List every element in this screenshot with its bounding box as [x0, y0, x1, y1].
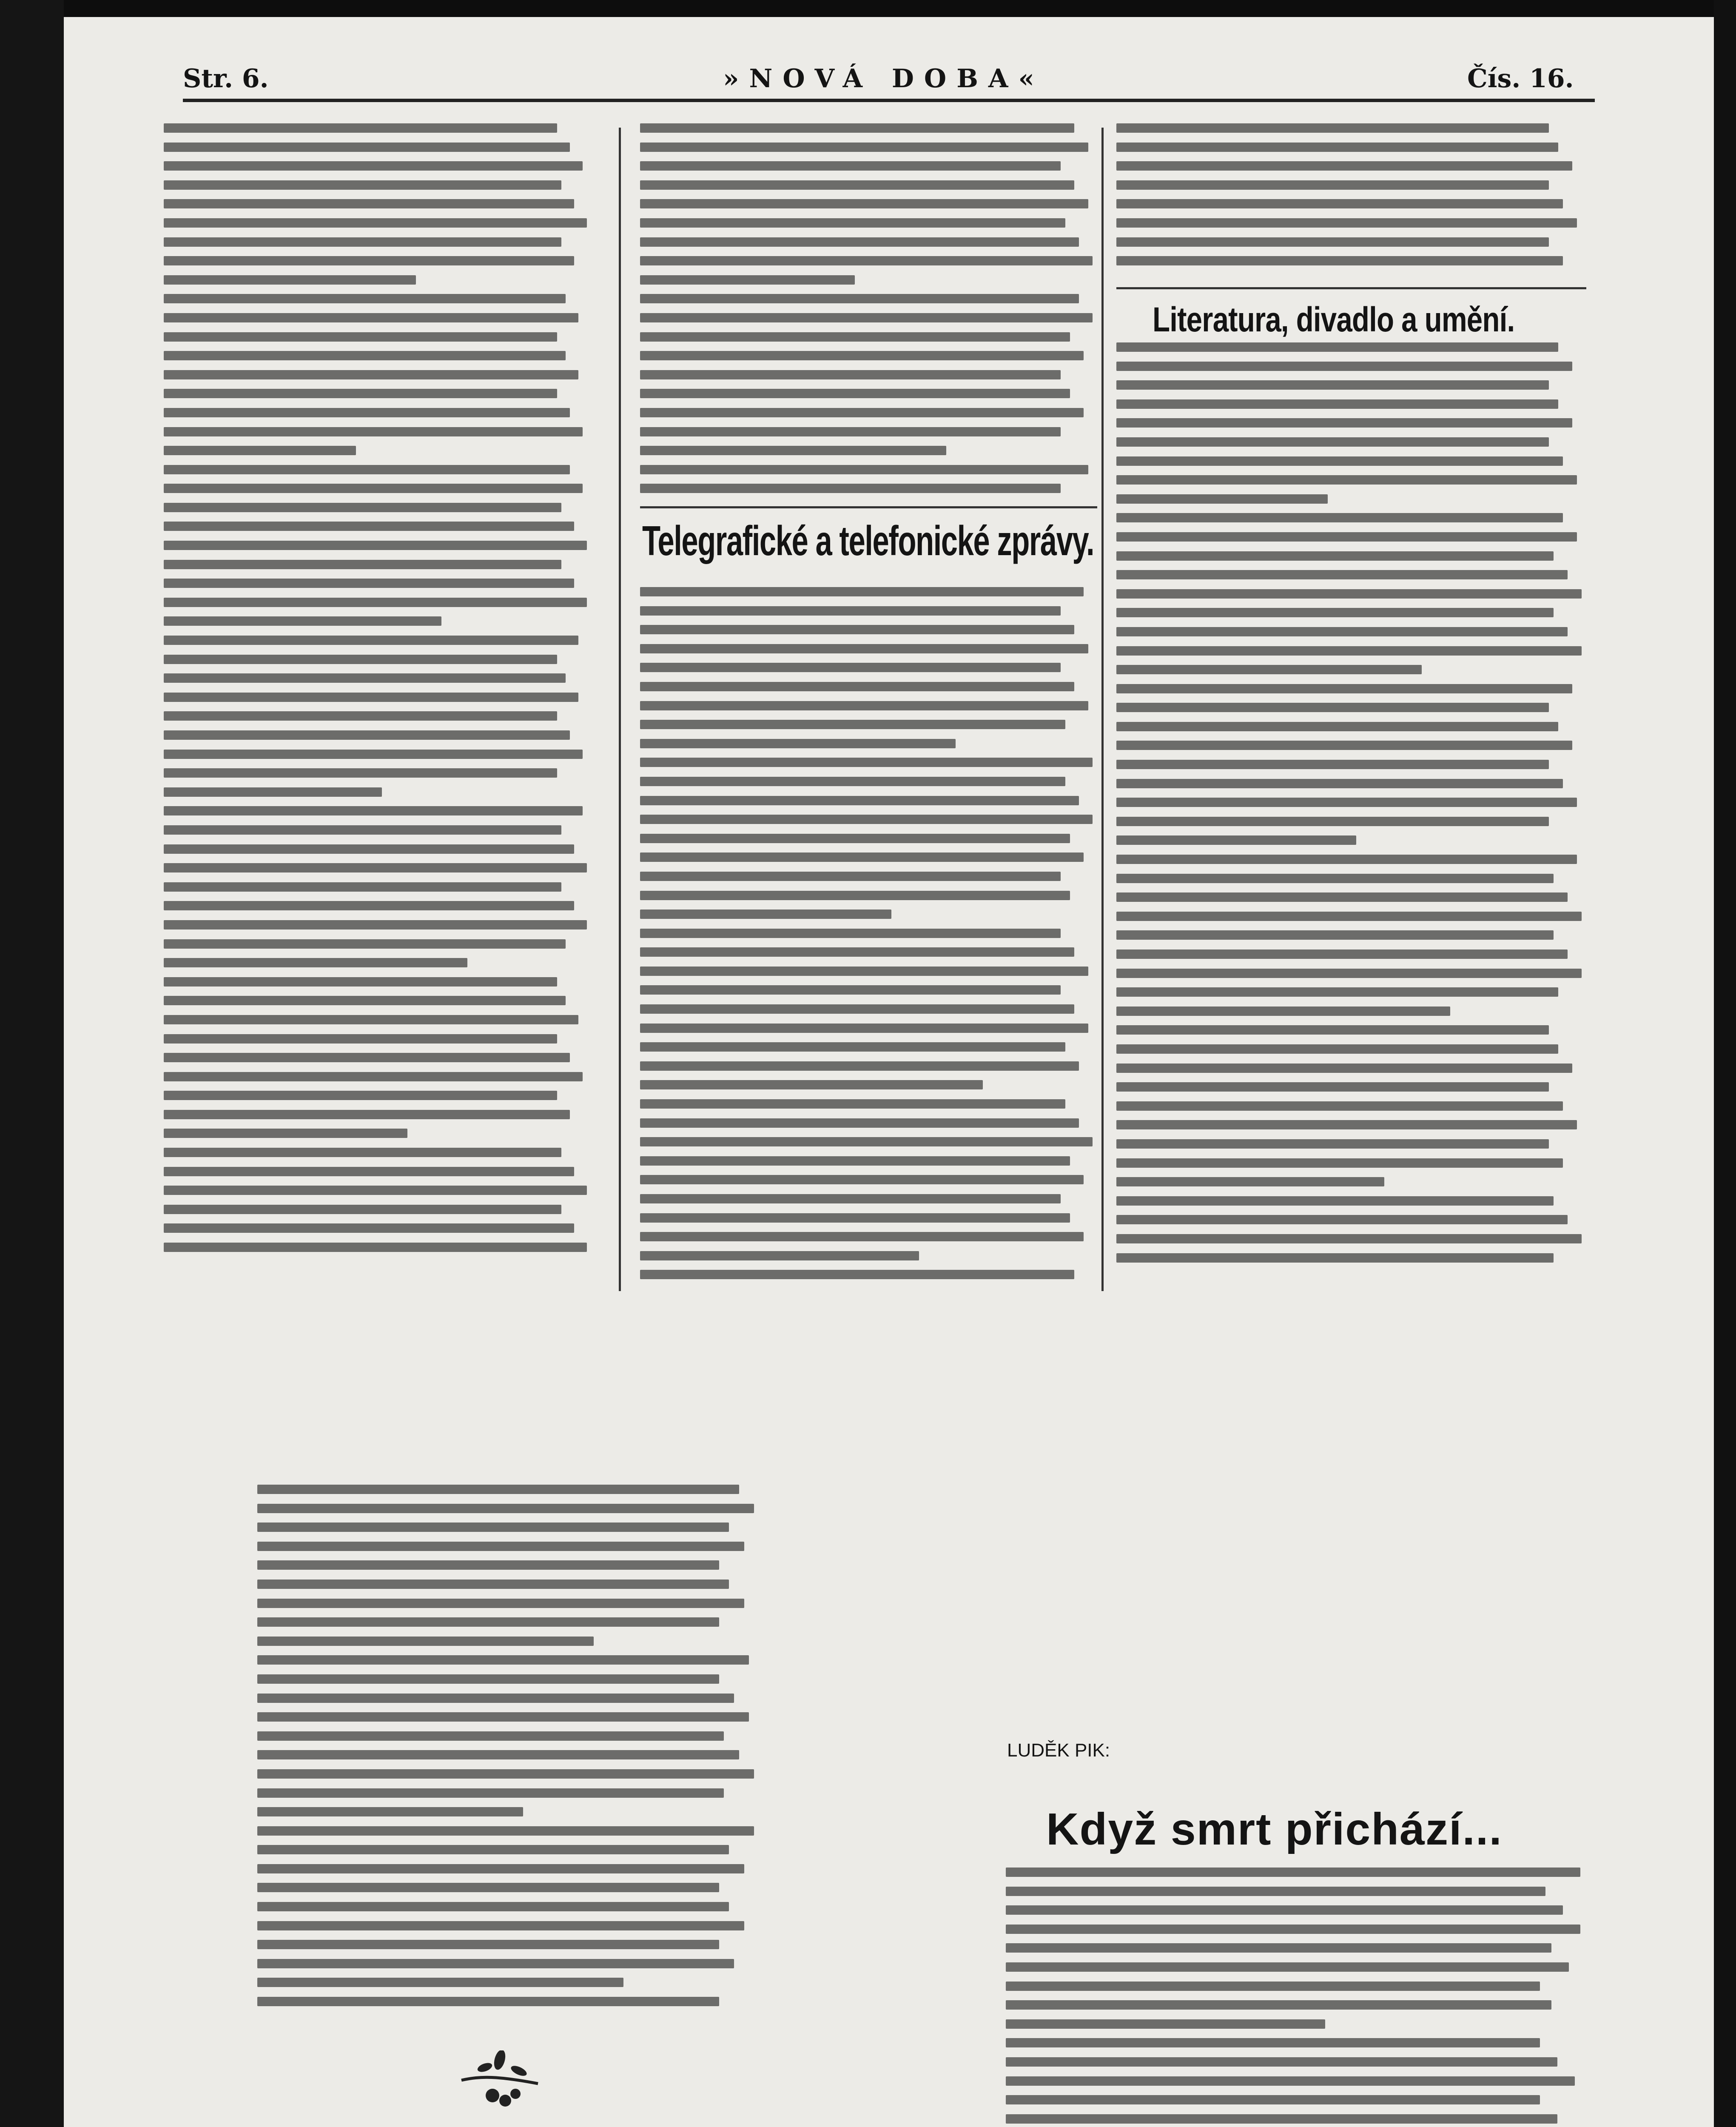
text-line [257, 1504, 754, 1513]
text-line [164, 598, 587, 607]
text-line [640, 701, 1088, 710]
text-line [640, 446, 946, 455]
text-line [164, 1186, 587, 1195]
text-line [1116, 987, 1558, 997]
text-line [1116, 779, 1563, 788]
text-line [1116, 551, 1554, 561]
text-line [1116, 1044, 1558, 1054]
text-line [1116, 399, 1558, 409]
text-line [1116, 1006, 1450, 1016]
text-line [640, 891, 1070, 900]
text-line [1006, 1905, 1563, 1915]
text-line [164, 218, 587, 228]
text-line [1116, 949, 1568, 959]
text-line [640, 1042, 1065, 1052]
page-number-label: Str. 6. [183, 64, 269, 94]
text-line [164, 825, 561, 835]
text-line [640, 1061, 1079, 1071]
text-line [164, 1129, 407, 1138]
text-line [164, 465, 570, 474]
scan-edge-left [0, 0, 64, 2127]
text-line [640, 1118, 1079, 1128]
text-line [164, 711, 557, 721]
text-line [640, 985, 1061, 995]
text-line [1116, 969, 1582, 978]
text-line [640, 1232, 1084, 1241]
text-line [1116, 722, 1558, 731]
text-line [1116, 665, 1422, 674]
text-line [164, 275, 416, 285]
text-line [257, 1580, 729, 1589]
column-1-text [164, 123, 591, 1272]
column-2-text-top [640, 123, 1097, 506]
text-line [640, 663, 1061, 672]
text-line [640, 587, 1084, 596]
text-line [1116, 855, 1577, 864]
text-line [257, 1485, 739, 1494]
text-line [640, 180, 1074, 190]
text-line [640, 256, 1093, 265]
text-line [164, 237, 561, 247]
text-line [640, 682, 1074, 691]
section-rule [1116, 287, 1586, 289]
text-line [164, 977, 557, 987]
text-line [1006, 1887, 1545, 1896]
text-line [164, 1110, 570, 1119]
text-line [164, 579, 574, 588]
text-line [257, 1921, 744, 1930]
text-line [1116, 760, 1549, 769]
header-rule [183, 99, 1595, 102]
literature-section-heading: Literatura, divadlo a umění. [1153, 300, 1515, 339]
text-line [164, 882, 561, 892]
text-line [640, 796, 1079, 805]
text-line [640, 123, 1074, 133]
branch-ornament-icon [459, 2050, 540, 2114]
text-line [164, 1205, 561, 1214]
text-line [1006, 2095, 1540, 2104]
text-line [1006, 1925, 1580, 1934]
text-line [257, 1845, 729, 1854]
text-line [640, 1024, 1088, 1033]
text-line [164, 180, 561, 190]
text-line [1116, 1196, 1554, 1206]
text-line [257, 1788, 724, 1798]
text-line [164, 1072, 583, 1081]
text-line [640, 1251, 919, 1260]
text-line [1006, 1982, 1540, 1991]
text-line [164, 693, 578, 702]
text-line [1116, 1253, 1554, 1263]
text-line [164, 503, 561, 512]
text-line [1116, 1101, 1563, 1111]
text-line [1116, 532, 1577, 542]
text-line [164, 1034, 557, 1044]
text-line [640, 408, 1084, 417]
text-line [164, 730, 570, 740]
text-line [1116, 123, 1549, 133]
text-line [1006, 1943, 1551, 1953]
text-line [164, 958, 467, 967]
text-line [1116, 494, 1328, 504]
text-line [640, 1175, 1084, 1184]
text-line [257, 1655, 749, 1665]
text-line [164, 1053, 570, 1062]
text-line [640, 1080, 983, 1089]
text-line [164, 996, 566, 1005]
text-line [1006, 2000, 1551, 2010]
text-line [1116, 437, 1549, 447]
text-line [164, 1243, 587, 1252]
text-line [164, 1015, 578, 1024]
text-line [1116, 418, 1572, 428]
text-line [164, 863, 587, 872]
text-line [257, 1694, 734, 1703]
column-divider [1101, 128, 1104, 1291]
column-divider [619, 128, 621, 1291]
text-line [257, 1940, 719, 1949]
text-line [164, 161, 583, 171]
text-line [1006, 2019, 1325, 2029]
text-line [1006, 1962, 1569, 1972]
text-line [1116, 256, 1563, 265]
text-line [257, 1560, 719, 1570]
text-line [1006, 2076, 1575, 2086]
text-line [164, 768, 557, 778]
text-line [640, 1137, 1093, 1146]
text-line [640, 427, 1061, 436]
text-line [1116, 874, 1554, 883]
text-line [1116, 342, 1558, 352]
text-line [1116, 646, 1582, 656]
text-line [164, 616, 441, 626]
text-line [1116, 218, 1577, 228]
text-line [164, 939, 566, 949]
text-line [1116, 627, 1568, 636]
text-line [1116, 912, 1582, 921]
text-line [640, 294, 1079, 303]
text-line [257, 1959, 734, 1968]
text-line [164, 541, 587, 550]
text-line [257, 1731, 724, 1741]
text-line [640, 872, 1061, 881]
text-line [164, 901, 574, 910]
text-line [257, 1978, 623, 1987]
text-line [640, 199, 1088, 208]
lower-left-story-text [257, 1485, 759, 2029]
text-line [1116, 1120, 1577, 1129]
text-line [257, 1674, 719, 1684]
text-line [640, 1213, 1070, 1223]
text-line [164, 370, 578, 379]
text-line [1116, 570, 1568, 579]
text-line [164, 750, 583, 759]
text-line [1116, 380, 1549, 390]
text-line [1116, 892, 1568, 902]
text-line [257, 1637, 594, 1646]
text-line [164, 294, 566, 303]
text-line [164, 560, 561, 569]
text-line [1116, 589, 1582, 599]
text-line [164, 806, 583, 815]
text-line [257, 1542, 744, 1551]
text-line [164, 1091, 557, 1100]
text-line [164, 844, 574, 854]
text-line [257, 1599, 744, 1608]
text-line [1116, 684, 1572, 693]
text-line [640, 777, 1065, 786]
text-line [164, 332, 557, 342]
text-line [164, 1223, 574, 1233]
text-line [640, 1194, 1061, 1203]
text-line [1116, 1025, 1549, 1035]
text-line [257, 1617, 719, 1627]
text-line [640, 739, 956, 748]
text-line [640, 465, 1088, 474]
text-line [640, 1270, 1074, 1279]
text-line [640, 484, 1061, 493]
text-line [640, 625, 1074, 634]
lower-right-story-text [1006, 1868, 1586, 2127]
text-line [640, 218, 1065, 228]
text-line [640, 1156, 1070, 1166]
text-line [1116, 817, 1549, 826]
text-line [1006, 1868, 1580, 1877]
text-line [1116, 1082, 1549, 1092]
text-line [1116, 180, 1549, 190]
text-line [1116, 1064, 1572, 1073]
text-line [257, 1826, 754, 1836]
text-line [164, 636, 578, 645]
text-line [640, 853, 1084, 862]
text-line [640, 834, 1070, 843]
text-line [640, 1004, 1074, 1014]
text-line [164, 199, 574, 208]
text-line [1116, 703, 1549, 712]
text-line [640, 1099, 1065, 1109]
column-3-text-top [1116, 123, 1586, 281]
text-line [164, 446, 356, 455]
text-line [640, 275, 855, 285]
text-line [1116, 513, 1563, 522]
text-line [1116, 456, 1563, 466]
text-line [257, 1769, 754, 1779]
text-line [257, 1523, 729, 1532]
column-3-text-literature [1116, 342, 1586, 1289]
text-line [640, 351, 1084, 360]
telegraph-section-heading: Telegrafické a telefonické zprávy. [642, 517, 1094, 564]
text-line [640, 644, 1088, 653]
text-line [1116, 237, 1549, 247]
text-line [640, 929, 1061, 938]
text-line [164, 1148, 561, 1157]
text-line [257, 1750, 739, 1759]
text-line [640, 606, 1061, 616]
text-line [164, 655, 557, 664]
text-line [164, 123, 557, 133]
text-line [640, 967, 1088, 976]
story-title: Když smrt přichází... [1046, 1804, 1503, 1854]
text-line [1116, 143, 1558, 152]
story-byline: LUDĚK PIK: [1007, 1740, 1110, 1761]
text-line [257, 1807, 523, 1816]
text-line [640, 161, 1061, 171]
text-line [640, 815, 1093, 824]
text-line [164, 1167, 574, 1176]
text-line [640, 758, 1093, 767]
text-line [257, 1712, 749, 1722]
text-line [640, 143, 1088, 152]
text-line [164, 256, 574, 265]
text-line [164, 313, 578, 322]
text-line [640, 370, 1061, 379]
text-line [1006, 2038, 1540, 2047]
column-2-text-telegraph [640, 587, 1097, 1291]
text-line [164, 408, 570, 417]
text-line [640, 910, 891, 919]
text-line [1116, 475, 1577, 485]
text-line [164, 389, 557, 398]
text-line [257, 1864, 744, 1873]
text-line [164, 787, 382, 797]
text-line [1116, 1234, 1582, 1243]
text-line [164, 522, 574, 531]
text-line [1116, 1139, 1549, 1149]
text-line [640, 720, 1065, 729]
text-line [640, 313, 1093, 322]
text-line [164, 143, 570, 152]
text-line [164, 427, 583, 436]
text-line [640, 389, 1070, 398]
text-line [1006, 2114, 1557, 2124]
text-line [257, 1997, 719, 2006]
text-line [1116, 1215, 1568, 1224]
text-line [1116, 1158, 1563, 1168]
text-line [1116, 608, 1554, 617]
text-line [640, 237, 1079, 247]
text-line [257, 1883, 719, 1892]
text-line [164, 920, 587, 929]
text-line [1006, 2057, 1557, 2067]
scan-edge-right [1714, 0, 1736, 2127]
text-line [640, 332, 1070, 342]
text-line [1116, 362, 1572, 371]
text-line [164, 673, 566, 683]
text-line [164, 351, 566, 360]
text-line [1116, 199, 1563, 208]
text-line [1116, 798, 1577, 807]
text-line [257, 1902, 729, 1911]
text-line [640, 947, 1074, 957]
text-line [1116, 835, 1356, 845]
section-rule [640, 506, 1097, 508]
text-line [164, 484, 583, 493]
text-line [1116, 1177, 1384, 1186]
text-line [1116, 930, 1554, 940]
masthead: »NOVÁ DOBA« [723, 64, 1044, 94]
text-line [1116, 161, 1572, 171]
issue-number-label: Čís. 16. [1467, 64, 1574, 94]
text-line [1116, 741, 1572, 750]
